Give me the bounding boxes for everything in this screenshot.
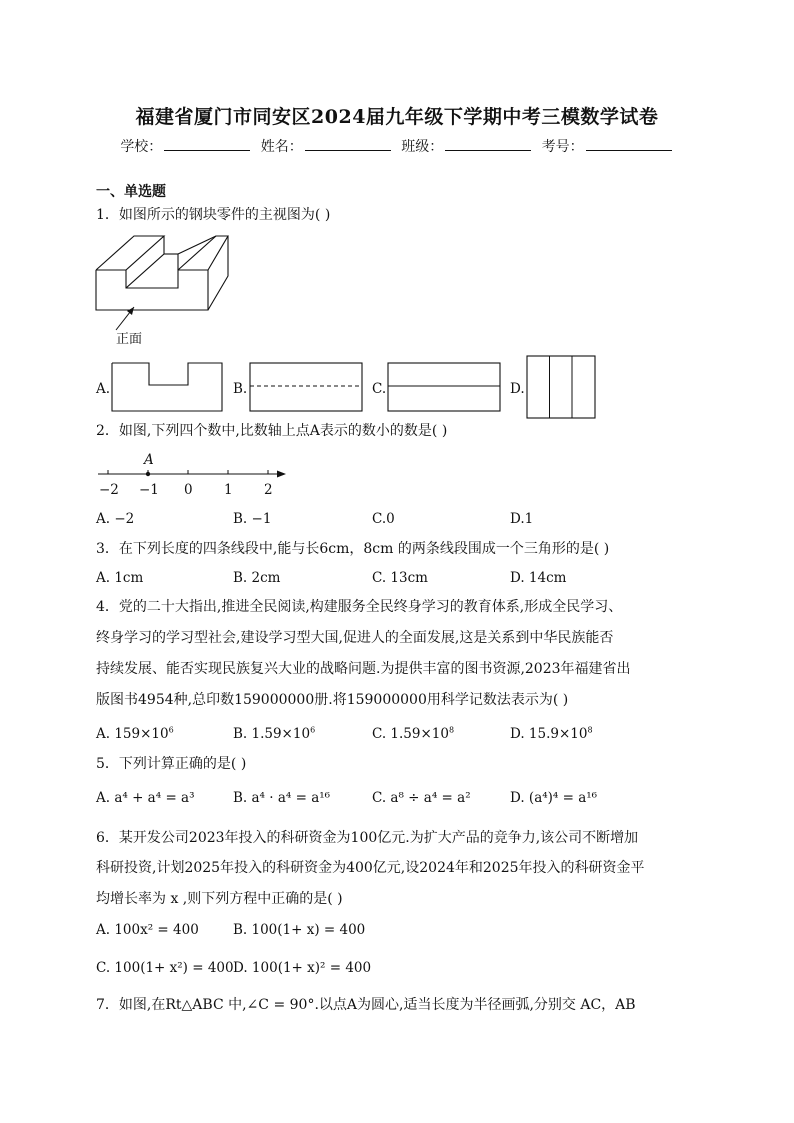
q5-option-b[interactable]: B. a⁴ · a⁴ = a¹⁶ [233, 790, 331, 806]
q3-option-c[interactable]: C. 13cm [372, 570, 428, 586]
q3-option-a[interactable]: A. 1cm [96, 570, 144, 586]
q2-tick-1: 1 [224, 482, 233, 498]
q2-option-b[interactable]: B. −1 [233, 511, 272, 527]
school-label: 学校： [120, 139, 163, 155]
q6-option-d[interactable]: D. 100(1+ x)² = 400 [233, 960, 372, 976]
q1-option-c-label[interactable]: C. [372, 381, 387, 397]
section-title-single-choice: 一、单选题 [96, 184, 166, 200]
q4-option-a-base: A. 159×10 [96, 726, 169, 742]
q6-option-c[interactable]: C. 100(1+ x²) = 400 [96, 960, 234, 976]
q6-option-b[interactable]: B. 100(1+ x) = 400 [233, 922, 366, 938]
q4-option-b[interactable] [233, 726, 315, 742]
class-blank[interactable] [445, 136, 531, 151]
q2-option-d[interactable]: D.1 [510, 511, 534, 527]
q1-figure-label-front: 正面 [116, 332, 143, 347]
q1-option-d-label[interactable]: D. [510, 381, 525, 397]
question-4-line-3: 持续发展、能否实现民族复兴大业的战略问题.为提供丰富的图书资源,2023年福建省出 [96, 661, 631, 677]
q4-option-d-exp: 8 [587, 725, 593, 735]
question-4-line-2: 终身学习的学习型社会,建设学习型大国,促进人的全面发展,这是关系到中华民族能否 [96, 630, 614, 646]
q2-tick-neg1: −1 [139, 482, 159, 498]
question-6-line-3: 均增长率为 x ,则下列方程中正确的是( ) [96, 891, 343, 907]
q2-tick-0: 0 [184, 482, 193, 498]
q2-tick-neg2: −2 [99, 482, 119, 498]
class-label: 班级： [401, 139, 444, 155]
q2-point-a-label: A [144, 452, 154, 468]
question-1-text: 1．如图所示的钢块零件的主视图为( ) [96, 207, 331, 223]
q4-option-c-base: C. 1.59×10 [372, 726, 449, 742]
q4-option-a-exp: 6 [168, 725, 174, 735]
q4-option-c-exp: 8 [448, 725, 455, 735]
question-6-line-1: 6．某开发公司2023年投入的科研资金为100亿元.为扩大产品的竞争力,该公司不断增加 [96, 830, 639, 846]
q2-tick-2: 2 [264, 482, 273, 498]
q6-option-a[interactable]: A. 100x² = 400 [96, 922, 199, 938]
question-4-line-4: 版图书4954种,总印数159000000册.将159000000用科学记数法表示为( ) [96, 692, 569, 708]
q1-option-d-figure [526, 355, 596, 419]
exam-number-label: 考号： [541, 139, 584, 155]
q5-option-c[interactable]: C. a⁸ ÷ a⁴ = a² [372, 790, 471, 806]
q2-option-a[interactable]: A. −2 [96, 511, 135, 527]
student-info-line [0, 136, 794, 156]
q1-option-a-figure [111, 362, 223, 412]
q5-option-d[interactable]: D. (a⁴)⁴ = a¹⁶ [510, 790, 598, 806]
exam-title: 福建省厦门市同安区2024届九年级下学期中考三模数学试卷 [135, 106, 659, 128]
q1-option-b-figure [249, 362, 363, 412]
q3-option-b[interactable]: B. 2cm [233, 570, 281, 586]
school-blank[interactable] [164, 136, 250, 151]
name-label: 姓名： [260, 139, 303, 155]
q1-option-c-figure [387, 362, 501, 412]
question-5-text: 5．下列计算正确的是( ) [96, 756, 247, 772]
q1-option-a-label[interactable]: A. [96, 381, 111, 397]
question-3-text: 3．在下列长度的四条线段中,能与长6cm，8cm 的两条线段围成一个三角形的是( ) [96, 541, 610, 557]
q4-option-a[interactable] [96, 726, 174, 742]
q4-option-b-exp: 6 [310, 725, 316, 735]
exam-number-blank[interactable] [586, 136, 672, 151]
question-4-line-1: 4．党的二十大指出,推进全民阅读,构建服务全民终身学习的教育体系,形成全民学习、 [96, 599, 623, 615]
name-blank[interactable] [305, 136, 391, 151]
q4-option-d[interactable] [510, 726, 593, 742]
q2-option-c[interactable]: C.0 [372, 511, 395, 527]
q4-option-d-base: D. 15.9×10 [510, 726, 588, 742]
q5-option-a[interactable]: A. a⁴ + a⁴ = a³ [96, 790, 195, 806]
q4-option-c[interactable] [372, 726, 454, 742]
question-2-text: 2．如图,下列四个数中,比数轴上点A表示的数小的数是( ) [96, 423, 448, 439]
question-6-line-2: 科研投资,计划2025年投入的科研资金为400亿元,设2024年和2025年投入的科研资金平 [96, 860, 645, 876]
q4-option-b-base: B. 1.59×10 [233, 726, 311, 742]
q1-option-b-label[interactable]: B. [233, 381, 248, 397]
q3-option-d[interactable]: D. 14cm [510, 570, 567, 586]
question-7-text: 7．如图,在Rt△ABC 中,∠C = 90°.以点A为圆心,适当长度为半径画弧,分别交 AC，AB [96, 997, 636, 1013]
